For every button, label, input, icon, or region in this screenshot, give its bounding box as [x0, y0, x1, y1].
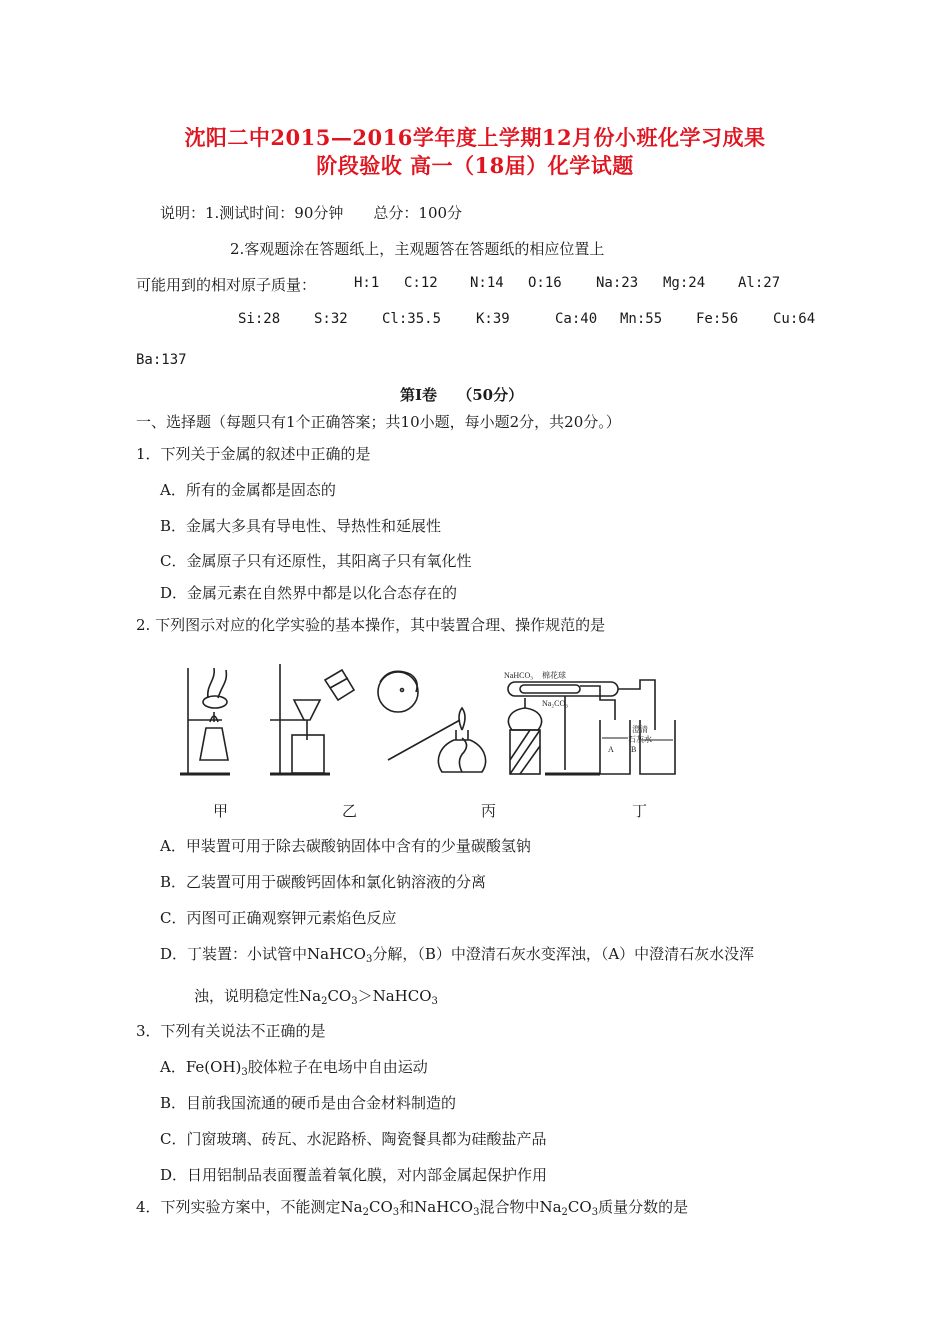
- q3-option-a: A．$Fe(OH)_3$胶体粒子在电场中自由运动: [160, 1058, 428, 1078]
- q3-option-c: C．门窗玻璃、砖瓦、水泥路桥、陶瓷餐具都为硅酸盐产品: [160, 1130, 547, 1148]
- figure-label-ding: 丁: [632, 802, 648, 820]
- mass-n: N:14: [470, 275, 504, 291]
- q2-option-d-continued: 浊，说明稳定性$Na_2CO_3>NaHCO_3$: [194, 987, 438, 1007]
- label-a: A: [608, 745, 614, 754]
- q1-option-a: A．所有的金属都是固态的: [160, 481, 336, 499]
- mass-o: O:16: [528, 275, 562, 291]
- mass-na: Na:23: [596, 275, 639, 291]
- mass-mg: Mg:24: [663, 275, 706, 291]
- label-b: B: [631, 745, 637, 754]
- q2-option-d: D．丁装置：小试管中NaHCO$_3$分解，（B）中澄清石灰水变浑浊，（A）中澄清石灰水没浑: [160, 945, 755, 965]
- mass-cl: Cl:35.5: [382, 311, 442, 327]
- mass-si: Si:28: [238, 311, 281, 327]
- apparatus-bing: [378, 671, 486, 772]
- section-heading: 一、选择题（每题只有1个正确答案；共10小题，每小题2分，共20分。）: [136, 413, 621, 431]
- mass-ca: Ca:40: [555, 311, 598, 327]
- note-answer-sheet: 2.客观题涂在答题纸上，主观题答在答题纸的相应位置上: [230, 240, 605, 258]
- q1-option-b: B．金属大多具有导电性、导热性和延展性: [160, 517, 442, 535]
- label-na2co3: Na₂CO₃: [542, 699, 569, 708]
- label-nahco3: NaHCO₃: [504, 671, 534, 680]
- q2-apparatus-figure: [170, 660, 830, 780]
- figure-label-jia: 甲: [213, 802, 229, 820]
- q3-option-d: D．日用铝制品表面覆盖着氧化膜，对内部金属起保护作用: [160, 1166, 548, 1184]
- part1-heading: 第Ⅰ卷 （50分）: [400, 386, 524, 404]
- q4-stem: 4．下列实验方案中，不能测定$Na_2CO_3$和NaHCO$_3$混合物中$Na_2CO_3$质量分数的是: [136, 1198, 689, 1218]
- mass-s: S:32: [314, 311, 348, 327]
- label-limewater1: 澄清: [632, 725, 648, 734]
- q3-option-b: B．目前我国流通的硬币是由合金材料制造的: [160, 1094, 457, 1112]
- mass-c: C:12: [404, 275, 438, 291]
- figure-label-bing: 丙: [481, 802, 497, 820]
- mass-ba: Ba:137: [136, 352, 187, 368]
- apparatus-yi: [270, 664, 354, 774]
- label-cotton: 棉花球: [542, 671, 566, 680]
- q2-option-a: A．甲装置可用于除去碳酸钠固体中含有的少量碳酸氢钠: [160, 837, 531, 855]
- atomic-mass-label: 可能用到的相对原子质量：: [136, 276, 317, 294]
- apparatus-jia: [180, 668, 230, 774]
- q2-option-b: B．乙装置可用于碳酸钙固体和氯化钠溶液的分离: [160, 873, 487, 891]
- q1-option-c: C．金属原子只有还原性，其阳离子只有氧化性: [160, 552, 472, 570]
- label-limewater2: 石灰水: [628, 735, 652, 744]
- mass-al: Al:27: [738, 275, 781, 291]
- mass-h: H:1: [354, 275, 380, 291]
- mass-cu: Cu:64: [773, 311, 816, 327]
- mass-k: K:39: [476, 311, 510, 327]
- exam-title-line1: 沈阳二中2015—2016学年度上学期12月份小班化学习成果: [184, 125, 766, 150]
- q3-stem: 3．下列有关说法不正确的是: [136, 1022, 326, 1040]
- q2-stem: 2. 下列图示对应的化学实验的基本操作，其中装置合理、操作规范的是: [136, 616, 606, 634]
- mass-mn: Mn:55: [620, 311, 663, 327]
- q1-option-d: D．金属元素在自然界中都是以化合态存在的: [160, 584, 458, 602]
- apparatus-ding: [508, 680, 675, 774]
- q2-option-c: C．丙图可正确观察钾元素焰色反应: [160, 909, 397, 927]
- note-time-score: 说明：1.测试时间：90分钟 总分：100分: [160, 204, 463, 222]
- q1-stem: 1．下列关于金属的叙述中正确的是: [136, 445, 371, 463]
- figure-label-yi: 乙: [342, 802, 358, 820]
- mass-fe: Fe:56: [696, 311, 739, 327]
- exam-title-line2: 阶段验收 高一（18届）化学试题: [316, 153, 634, 178]
